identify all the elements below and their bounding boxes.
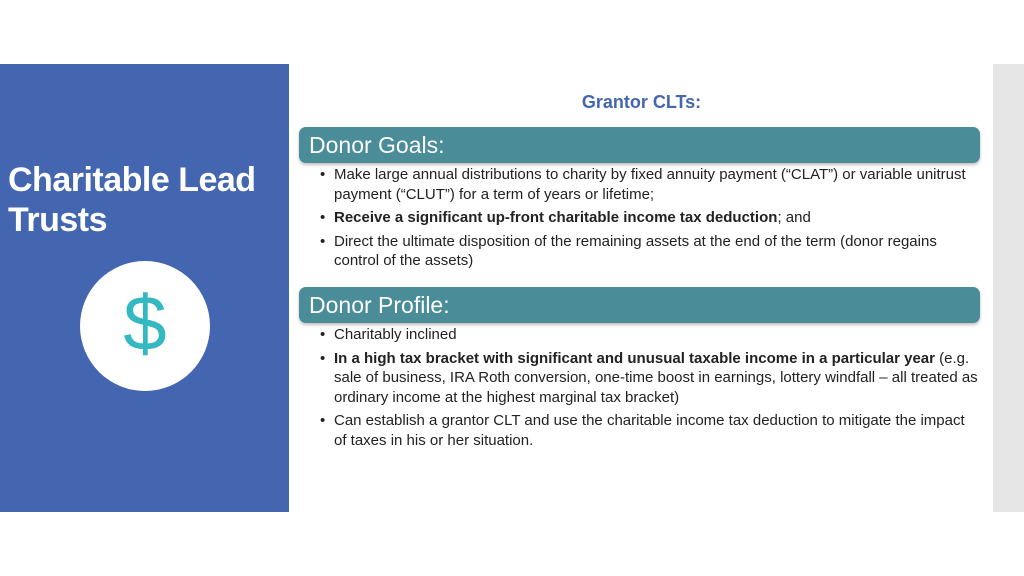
- donor-goals-list: [318, 165, 978, 275]
- left-panel: [0, 64, 289, 512]
- item-text: Direct the ultimate disposition of the remaining assets at the end of the term (donor regains control of the assets): [334, 232, 937, 269]
- slide: [0, 64, 1024, 512]
- item-text: Make large annual distributions to charity by fixed annuity payment (“CLAT”) or variable unitrust payment (“CLUT”) for a term of years or lifetime;: [334, 166, 966, 203]
- bullet-icon: •: [320, 326, 326, 343]
- bullet-icon: •: [320, 349, 326, 367]
- donor-profile-bar: [299, 287, 980, 323]
- section-heading: Grantor CLTs:: [581, 92, 702, 112]
- donor-profile-list: [318, 325, 978, 454]
- list-item: [318, 349, 978, 408]
- item-bold-text: In a high tax bracket with significant and unusual taxable income in a particular year: [334, 349, 935, 367]
- dollar-icon: $: [123, 279, 167, 367]
- dollar-icon-circle: [80, 261, 210, 391]
- list-item: [318, 411, 978, 450]
- slide-title: Charitable Lead Trusts: [8, 161, 256, 239]
- list-item: [318, 208, 978, 228]
- donor-goals-label: Donor Goals:: [309, 132, 445, 158]
- list-item: [318, 232, 978, 271]
- item-text: ; and: [777, 209, 811, 226]
- bullet-icon: •: [320, 166, 326, 183]
- bullet-icon: •: [320, 209, 326, 226]
- item-bold-text: Receive a significant up-front charitable income tax deduction: [334, 209, 778, 226]
- list-item: [318, 165, 978, 204]
- bullet-icon: •: [320, 412, 326, 429]
- donor-profile-label: Donor Profile:: [309, 292, 450, 318]
- item-text: (e.g. sale of business, IRA Roth conversion, one-time boost in earnings, lottery windfall – all treated as ordinary income at the highest marginal tax bracket): [334, 349, 978, 406]
- list-item: [318, 325, 978, 345]
- item-text: Can establish a grantor CLT and use the charitable income tax deduction to mitigate the impact of taxes in his or her situation.: [334, 412, 965, 449]
- right-edge-strip: [993, 64, 1024, 512]
- bullet-icon: •: [320, 232, 326, 250]
- item-text: Charitably inclined: [334, 326, 457, 343]
- donor-goals-bar: [299, 127, 980, 163]
